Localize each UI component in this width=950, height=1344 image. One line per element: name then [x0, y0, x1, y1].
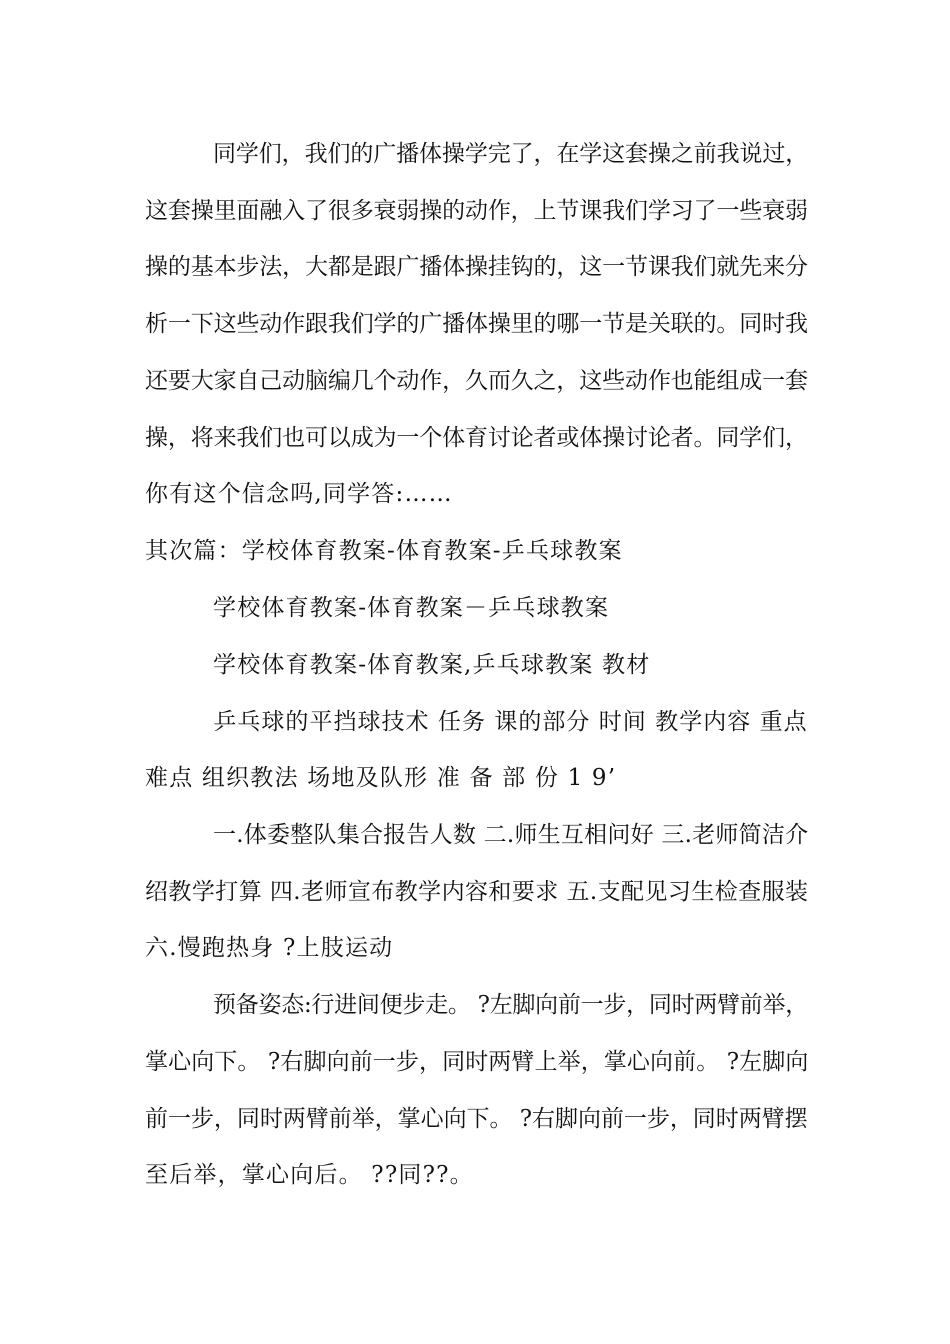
text-line: 操的基本步法，大都是跟广播体操挂钩的，这一节课我们就先来分 — [145, 254, 808, 280]
text-line: 这套操里面融入了很多衰弱操的动作，上节课我们学习了一些衰弱 — [145, 198, 808, 224]
text-line: 一.体委整队集合报告人数 二.师生互相问好 三.老师简洁介 — [213, 822, 809, 848]
text-line: 至后举，掌心向后。 ??同??。 — [145, 1162, 474, 1188]
document-title: 学校体育教案-体育教案－乒乓球教案 — [213, 595, 610, 621]
section-heading: 其次篇：学校体育教案-体育教案-乒乓球教案 — [145, 538, 623, 564]
text-line: 还要大家自己动脑编几个动作，久而久之，这些动作也能组成一套 — [145, 368, 808, 394]
text-line: 操，将来我们也可以成为一个体育讨论者或体操讨论者。同学们， — [145, 425, 808, 451]
text-line: 乒乓球的平挡球技术 任务 课的部分 时间 教学内容 重点 — [205, 709, 808, 735]
text-line: 绍教学打算 四.老师宣布教学内容和要求 五.支配见习生检查服装 — [145, 879, 809, 905]
text-line: 难点 组织教法 场地及队形 准 备 部 份 1 9’ — [145, 765, 617, 791]
text-line: 前一步，同时两臂前举，掌心向下。 ?右脚向前一步，同时两臂摆 — [145, 1106, 808, 1132]
text-line: 六.慢跑热身 ?上肢运动 — [145, 935, 394, 961]
text-line: 析一下这些动作跟我们学的广播体操里的哪一节是关联的。同时我 — [145, 311, 808, 337]
text-line: 你有这个信念吗,同学答:…… — [145, 481, 453, 507]
text-line: 预备姿态:行进间便步走。 ?左脚向前一步，同时两臂前举， — [213, 992, 808, 1018]
text-line: 掌心向下。 ?右脚向前一步，同时两臂上举，掌心向前。 ?左脚向 — [145, 1049, 809, 1075]
document-subtitle: 学校体育教案-体育教案,乒乓球教案 教材 — [213, 652, 651, 678]
text-line: 同学们，我们的广播体操学完了，在学这套操之前我说过， — [213, 141, 809, 167]
